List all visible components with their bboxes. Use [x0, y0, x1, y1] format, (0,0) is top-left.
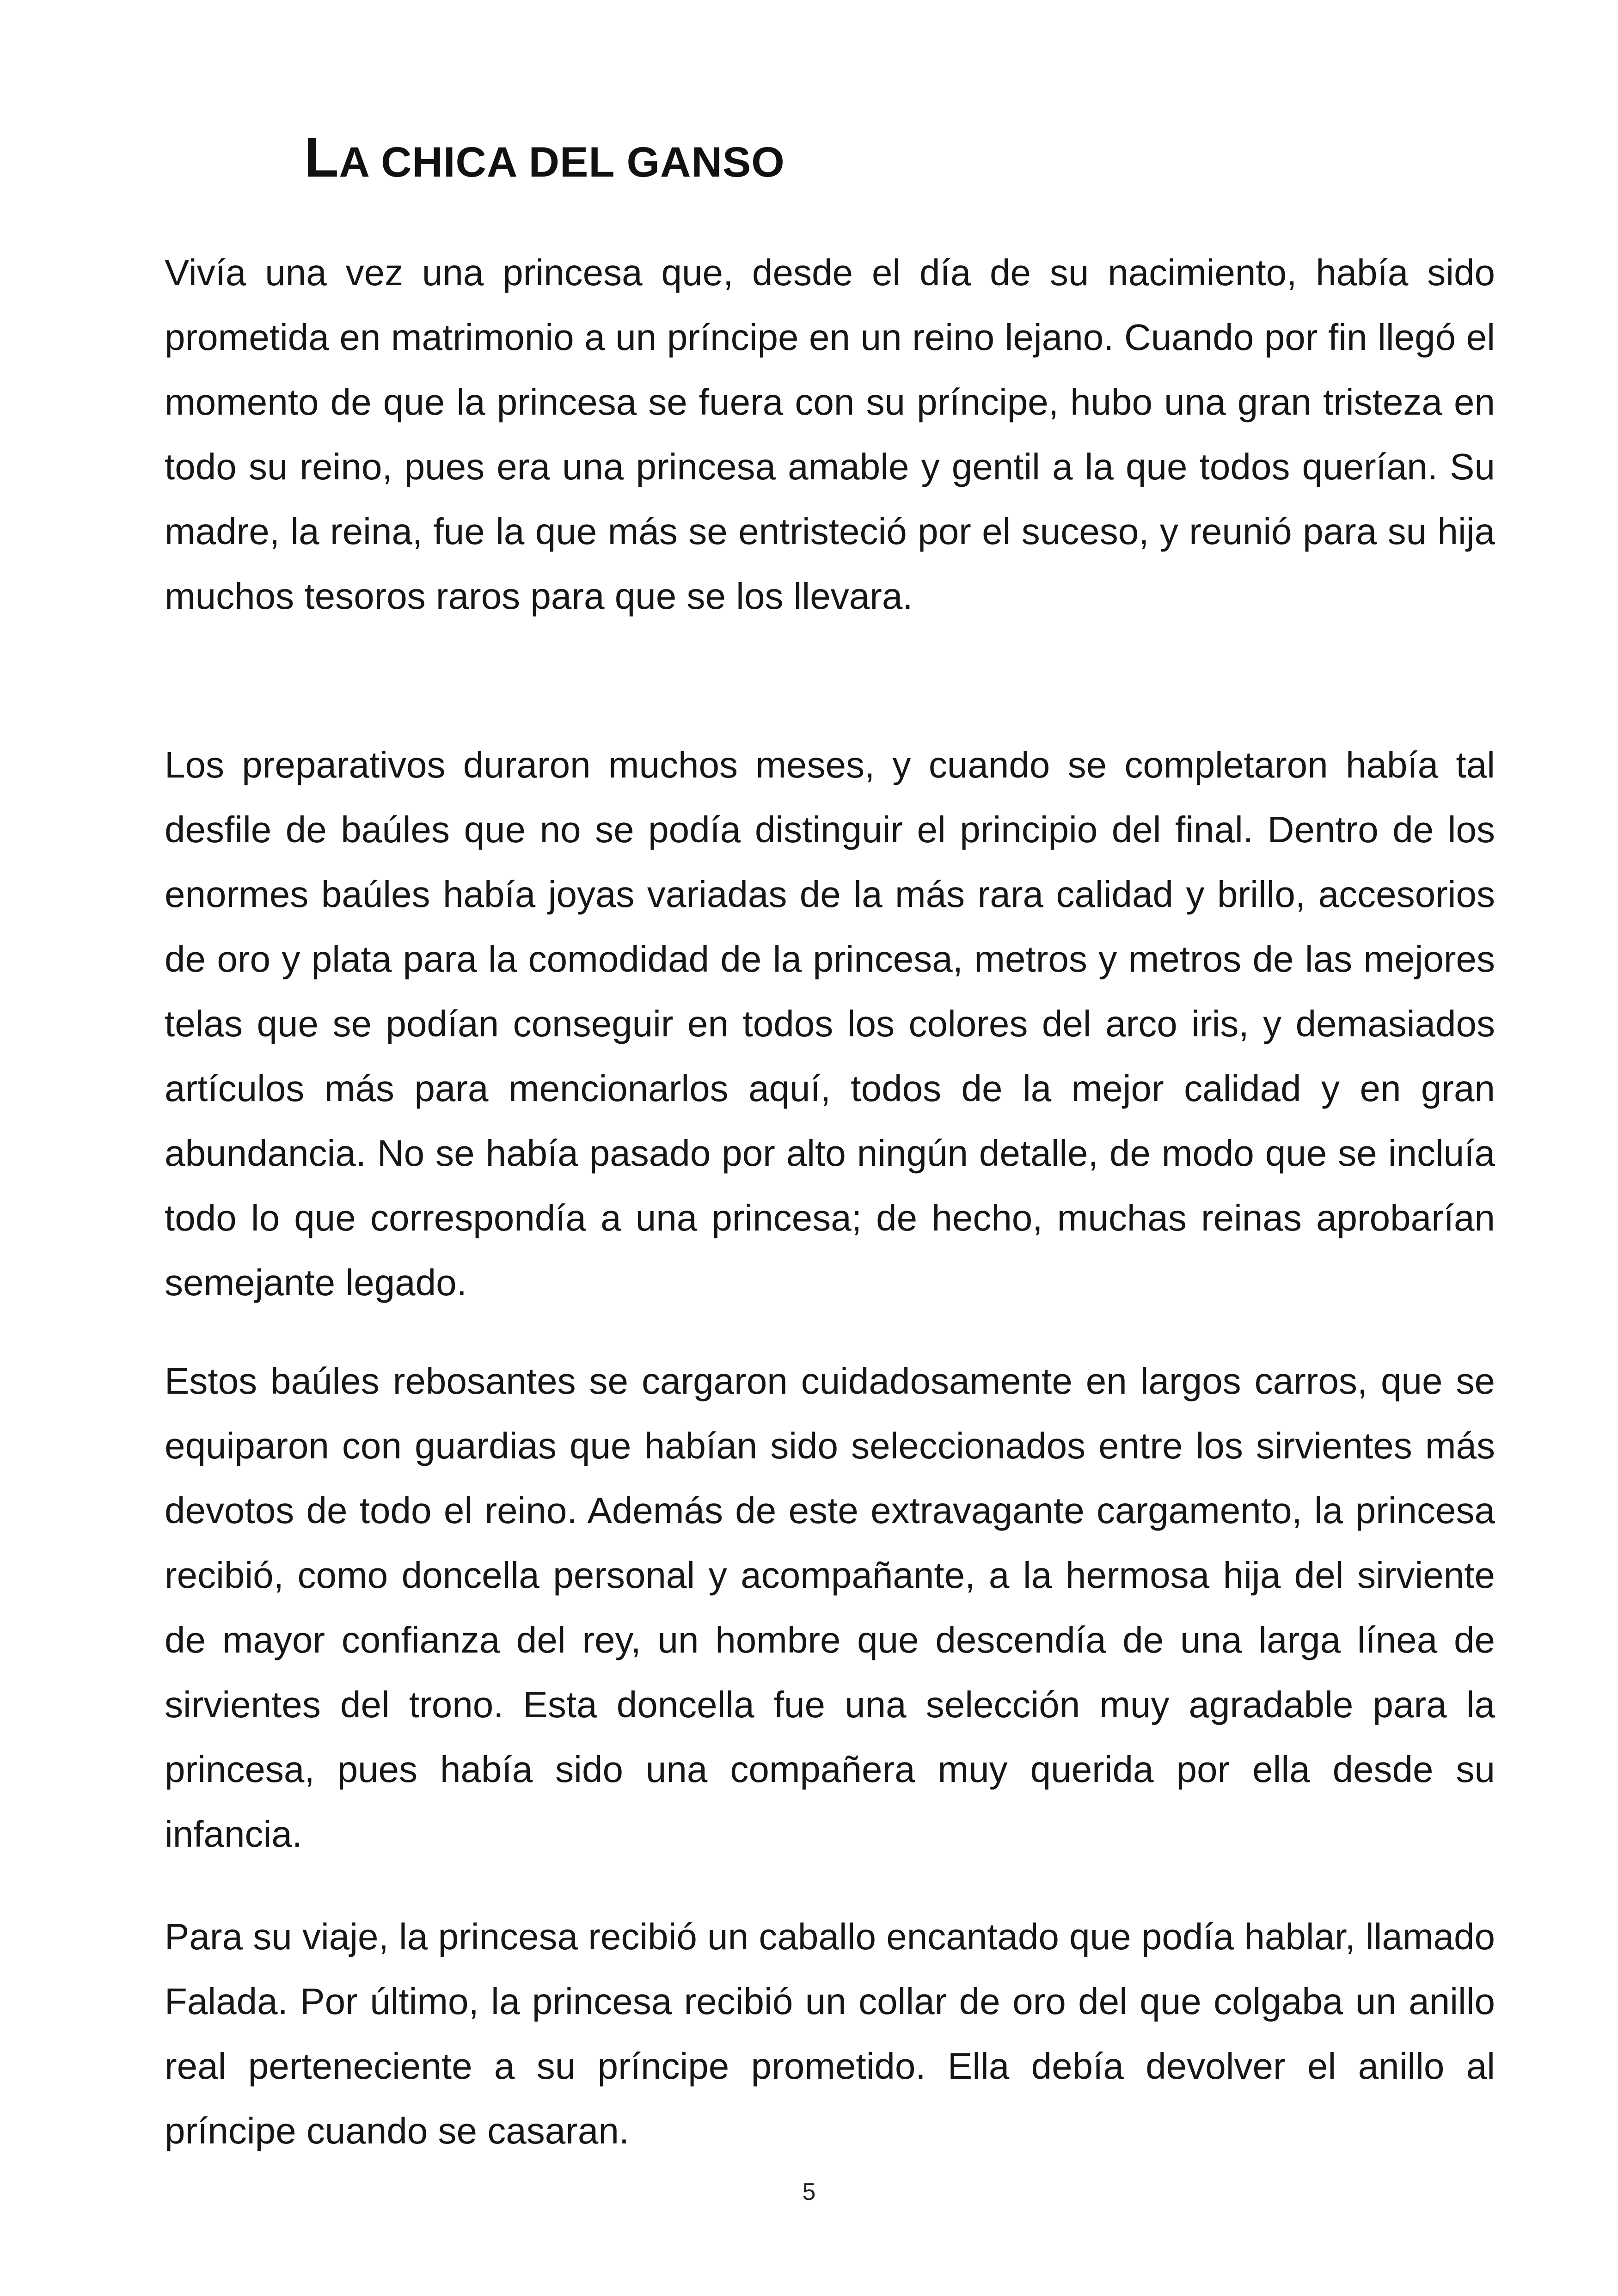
page-number: 5	[802, 2179, 816, 2205]
paragraph-1: Vivía una vez una princesa que, desde el día de su nacimiento, había sido prometida en matrimonio a un príncipe en un reino lejano. Cuando por fin llegó el momento de que la princesa se fuera con su príncipe, hubo una gran tristeza en todo su reino, pues era una princesa amable y gentil a la que todos querían. Su madre, la reina, fue la que más se entristeció por el suceso, y reunió para su hija muchos tesoros raros para que se los llevara.	[165, 252, 1495, 617]
title-rest: A CHICA DEL GANSO	[339, 139, 785, 186]
paragraph-2: Los preparativos duraron muchos meses, y cuando se completaron había tal desfile de baúles que no se podía distinguir el principio del final. Dentro de los enormes baúles había joyas variadas de la más rara calidad y brillo, accesorios de oro y plata para la comodidad de la princesa, metros y metros de las mejores telas que se podían conseguir en todos los colores del arco iris, y demasiados artículos más para mencionarlos aquí, todos de la mejor calidad y en gran abundancia. No se había pasado por alto ningún detalle, de modo que se incluía todo lo que correspondía a una princesa; de hecho, muchas reinas aprobarían semejante legado.	[165, 744, 1495, 1303]
paragraph-4: Para su viaje, la princesa recibió un caballo encantado que podía hablar, llamado Falada. Por último, la princesa recibió un collar de oro del que colgaba un anillo real perteneciente a su príncipe prometido. Ella debía devolver el anillo al príncipe cuando se casaran.	[165, 1916, 1495, 2151]
title-initial: L	[304, 126, 339, 189]
paragraph-3: Estos baúles rebosantes se cargaron cuidadosamente en largos carros, que se equiparon con guardias que habían sido seleccionados entre los sirvientes más devotos de todo el reino. Además de este extravagante cargamento, la princesa recibió, como doncella personal y acompañante, a la hermosa hija del sirviente de mayor confianza del rey, un hombre que descendía de una larga línea de sirvientes del trono. Esta doncella fue una selección muy agradable para la princesa, pues había sido una compañera muy querida por ella desde su infancia.	[165, 1360, 1495, 1855]
page-title	[304, 122, 785, 197]
